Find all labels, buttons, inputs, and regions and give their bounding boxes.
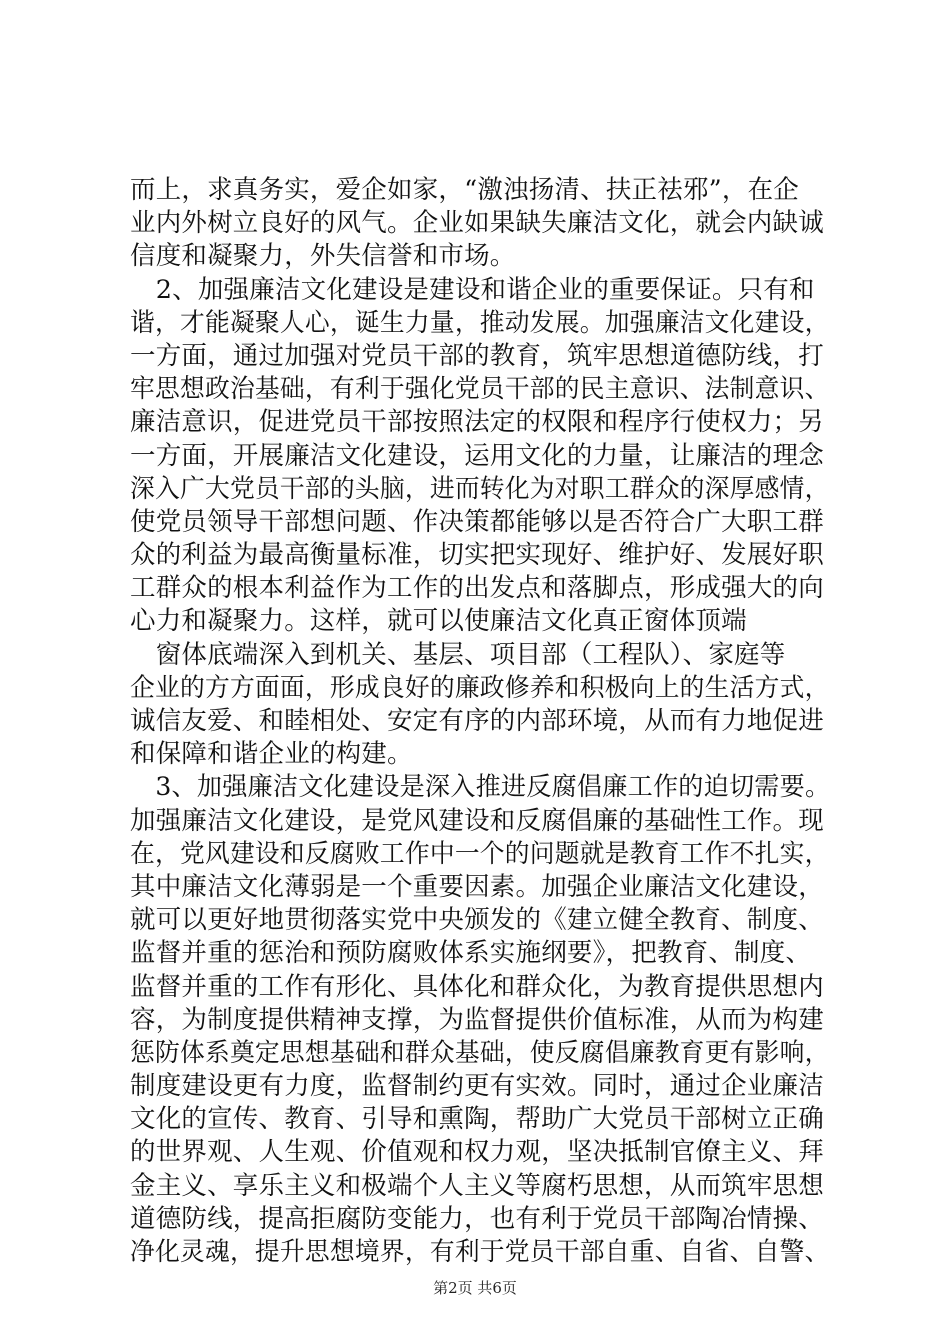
text-line: 企业的方方面面，形成良好的廉政修养和积极向上的生活方式， — [130, 672, 830, 703]
text-line: 一方面，通过加强对党员干部的教育，筑牢思想道德防线，打 — [130, 340, 824, 371]
text-line: 制度建设更有力度，监督制约更有实效。同时，通过企业廉洁 — [130, 1071, 824, 1102]
text-line: 而上，求真务实，爱企如家，“激浊扬清、扶正祛邪”，在企 — [130, 175, 799, 205]
text-line: 的世界观、人生观、价值观和权力观，坚决抵制官僚主义、拜 — [130, 1137, 824, 1168]
text-line: 谐，才能凝聚人心，诞生力量，推动发展。加强廉洁文化建设， — [130, 307, 830, 338]
text-line: 工群众的根本利益作为工作的出发点和落脚点，形成强大的向 — [130, 573, 824, 604]
text-line: 净化灵魂，提升思想境界，有利于党员干部自重、自省、自警、 — [130, 1237, 830, 1267]
page-footer: 第2页 共6页 — [433, 1279, 517, 1297]
text-line: 3、加强廉洁文化建设是深入推进反腐倡廉工作的迫切需要。 — [130, 772, 831, 803]
text-line: 牢思想政治基础，有利于强化党员干部的民主意识、法制意识、 — [130, 374, 830, 405]
text-line: 2、加强廉洁文化建设是建设和谐企业的重要保证。只有和 — [130, 274, 815, 305]
text-line: 使党员领导干部想问题、作决策都能够以是否符合广大职工群 — [130, 506, 824, 537]
text-line: 窗体底端深入到机关、基层、项目部（工程队）、家庭等 — [130, 639, 786, 670]
text-line: 诚信友爱、和睦相处、安定有序的内部环境，从而有力地促进 — [130, 706, 824, 736]
text-line: 其中廉洁文化薄弱是一个重要因素。加强企业廉洁文化建设， — [130, 871, 824, 902]
text-line: 廉洁意识，促进党员干部按照法定的权限和程序行使权力；另 — [130, 407, 824, 438]
text-line: 在，党风建设和反腐败工作中一个的问题就是教育工作不扎实， — [130, 838, 830, 869]
text-line: 金主义、享乐主义和极端个人主义等腐朽思想，从而筑牢思想 — [130, 1170, 824, 1201]
body-text — [130, 174, 830, 1269]
text-line: 惩防体系奠定思想基础和群众基础，使反腐倡廉教育更有影响， — [130, 1037, 830, 1068]
text-line: 容，为制度提供精神支撑，为监督提供价值标准，从而为构建 — [130, 1004, 824, 1035]
text-line: 道德防线，提高拒腐防变能力，也有利于党员干部陶冶情操、 — [130, 1203, 824, 1234]
text-line: 监督并重的惩治和预防腐败体系实施纲要》，把教育、制度、 — [130, 938, 812, 969]
text-line: 一方面，开展廉洁文化建设，运用文化的力量，让廉洁的理念 — [130, 440, 824, 471]
text-line: 深入广大党员干部的头脑，进而转化为对职工群众的深厚感情， — [130, 473, 830, 504]
text-line: 监督并重的工作有形化、具体化和群众化，为教育提供思想内 — [130, 971, 824, 1002]
text-line: 和保障和谐企业的构建。 — [130, 739, 413, 770]
text-line: 业内外树立良好的风气。企业如果缺失廉洁文化，就会内缺诚 — [130, 208, 824, 239]
text-line: 众的利益为最高衡量标准，切实把实现好、维护好、发展好职 — [130, 540, 824, 571]
text-line: 心力和凝聚力。这样，就可以使廉洁文化真正窗体顶端 — [130, 606, 747, 637]
text-line: 加强廉洁文化建设，是党风建设和反腐倡廉的基础性工作。现 — [130, 805, 824, 836]
text-line: 文化的宣传、教育、引导和熏陶，帮助广大党员干部树立正确 — [130, 1104, 824, 1135]
text-line: 就可以更好地贯彻落实党中央颁发的《建立健全教育、制度、 — [130, 905, 824, 936]
text-line: 信度和凝聚力，外失信誉和市场。 — [130, 241, 516, 272]
